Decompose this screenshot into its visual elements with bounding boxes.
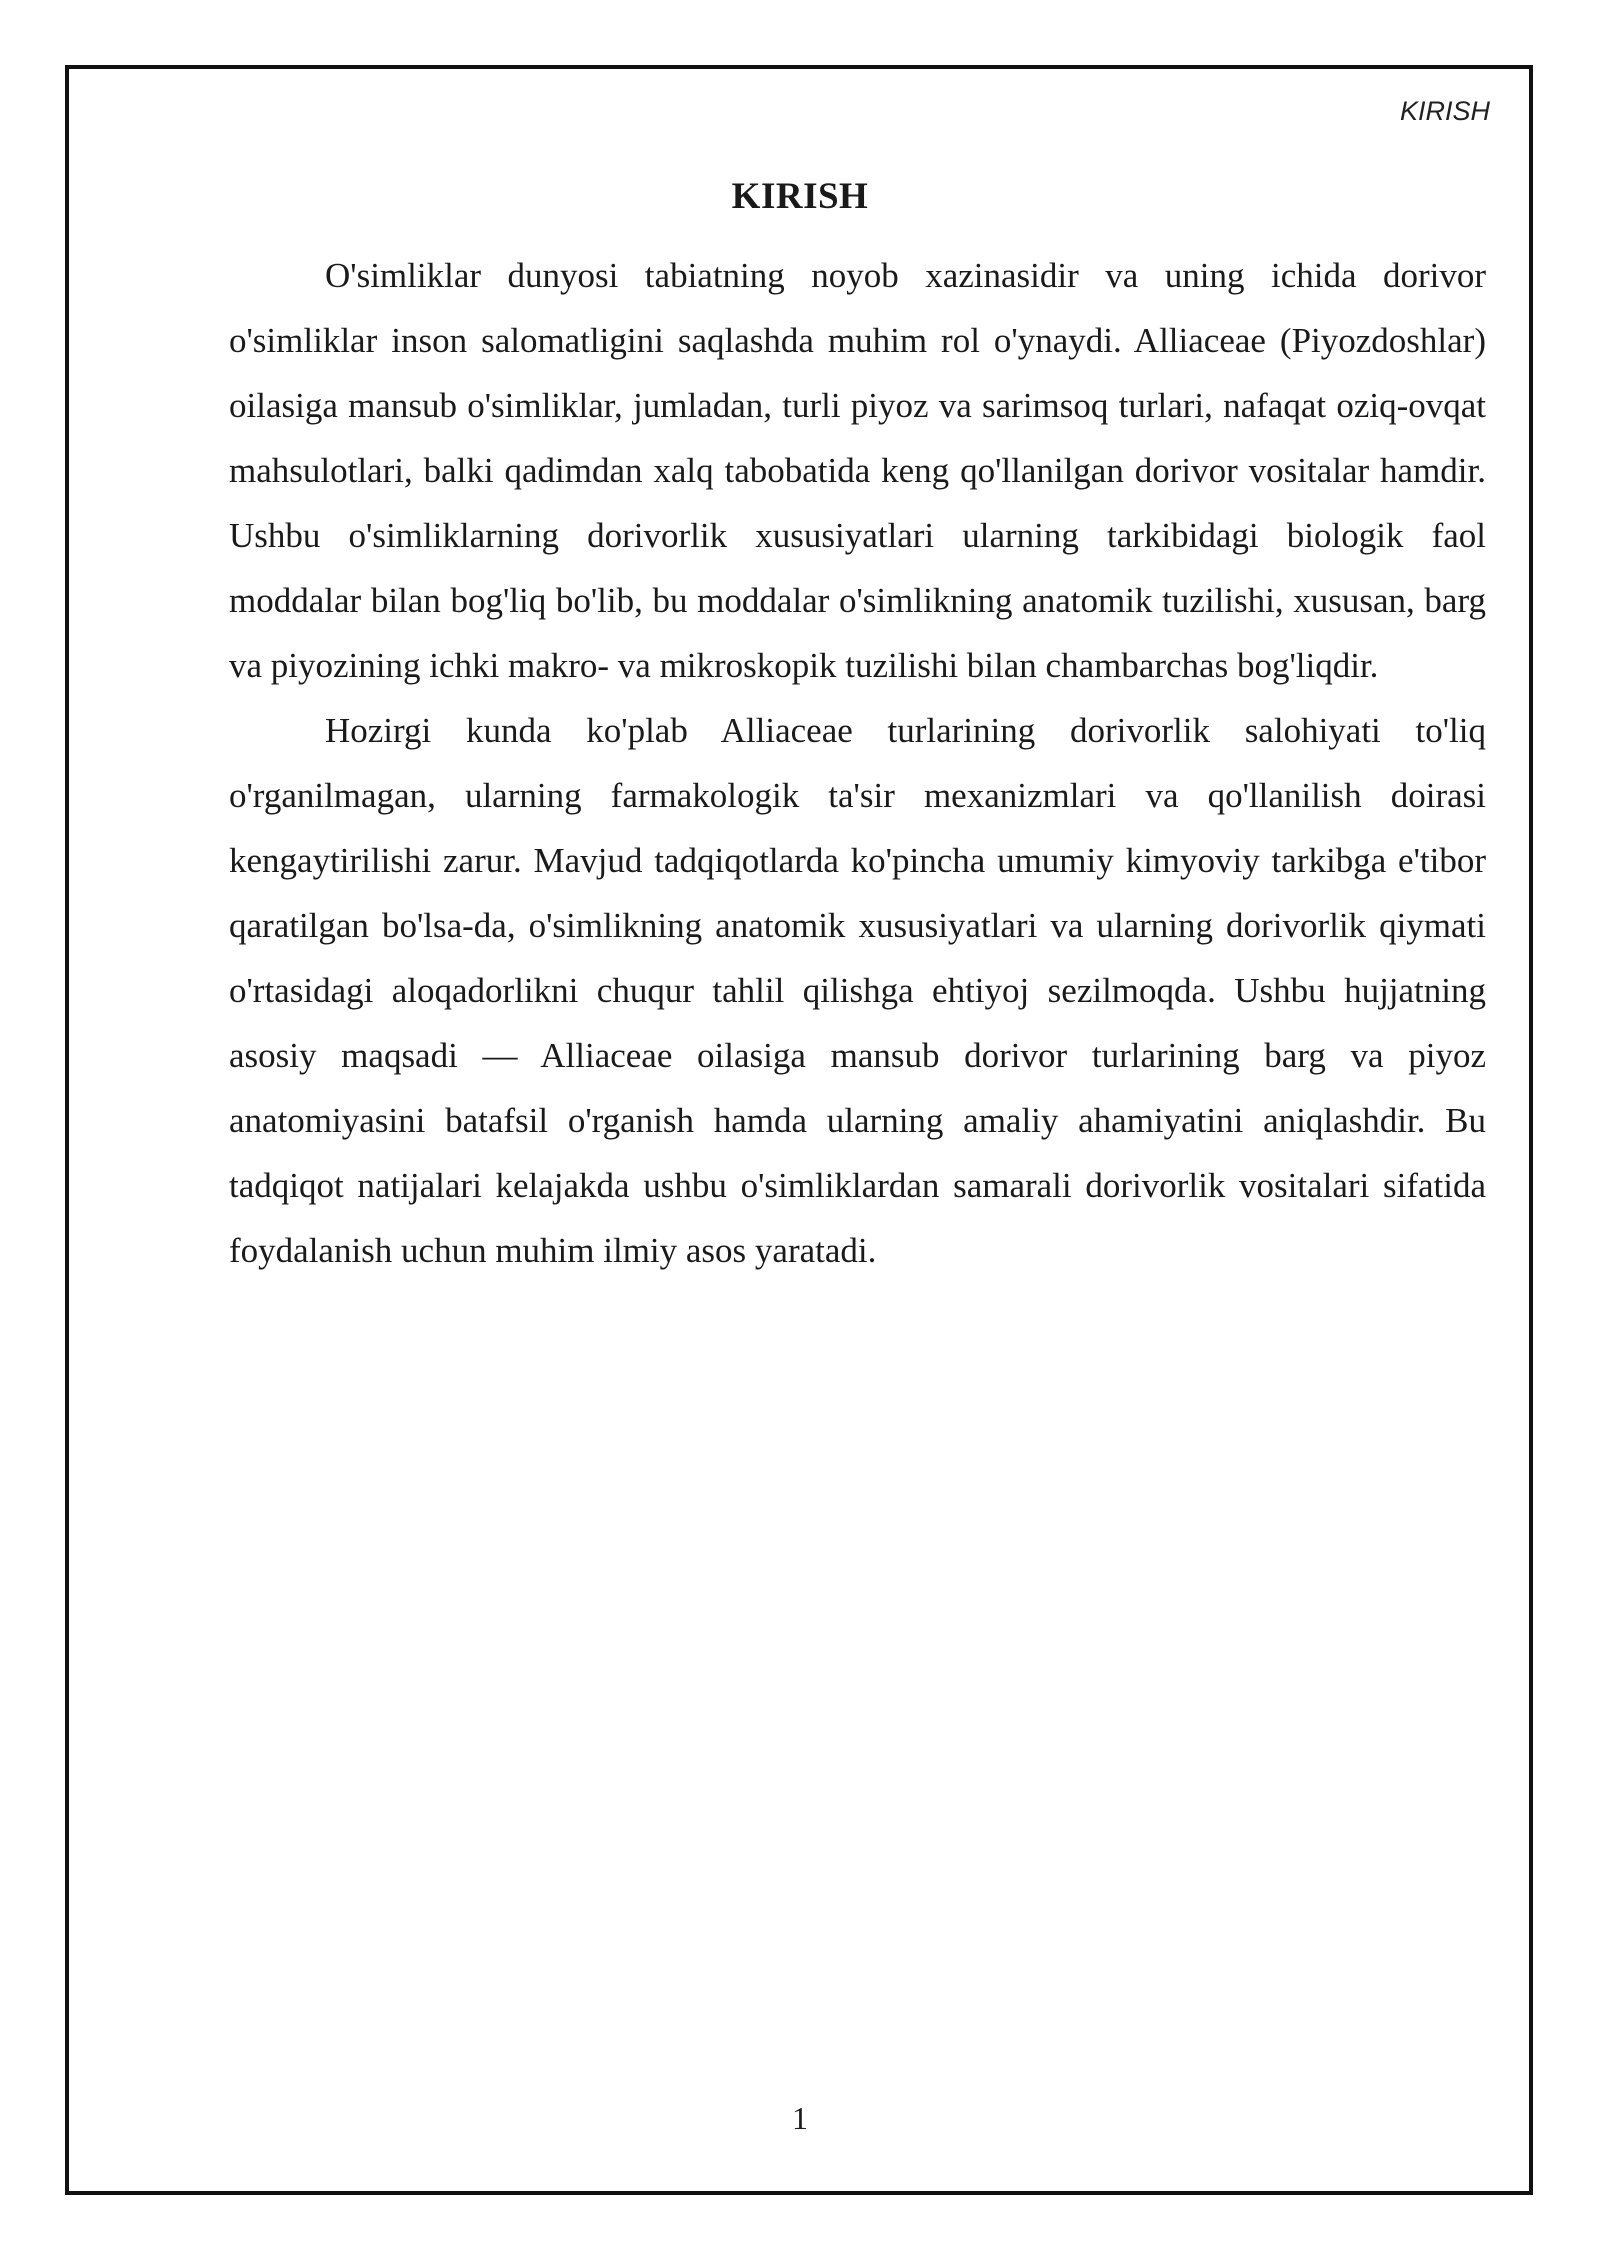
section-title: KIRISH bbox=[731, 175, 869, 217]
paragraph-1: O'simliklar dunyosi tabiatning noyob xazinasidir va uning ichida dorivor o'simliklar inson salomatligini saqlashda muhim rol o'ynaydi. Alliaceae (Piyozdoshlar) oilasiga mansub o'simliklar, jumladan, turli piyoz va sarimsoq turlari, nafaqat oziq-ovqat mahsulotlari, balki qadimdan xalq tabobatida keng qo'llanilgan dorivor vositalar hamdir. Ushbu o'simliklarning dorivorlik xususiyatlari ularning tarkibidagi biologik faol moddalar bilan bog'liq bo'lib, bu moddalar o'simlikning anatomik tuzilishi, xususan, barg va piyozining ichki makro- va mikroskopik tuzilishi bilan chambarchas bog'liqdir. bbox=[229, 256, 1486, 685]
page-number: 1 bbox=[792, 2100, 808, 2136]
body-text bbox=[229, 243, 1486, 1283]
paragraph-2: Hozirgi kunda ko'plab Alliaceae turlarining dorivorlik salohiyati to'liq o'rganilmagan, ularning farmakologik ta'sir mexanizmlari va qo'llanilish doirasi kengaytirilishi zarur. Mavjud tadqiqotlarda ko'pincha umumiy kimyoviy tarkibga e'tibor qaratilgan bo'lsa-da, o'simlikning anatomik xususiyatlari va ularning dorivorlik qiymati o'rtasidagi aloqadorlikni chuqur tahlil qilishga ehtiyoj sezilmoqda. Ushbu hujjatning asosiy maqsadi — Alliaceae oilasiga mansub dorivor turlarining barg va piyoz anatomiyasini batafsil o'rganish hamda ularning amaliy ahamiyatini aniqlashdir. Bu tadqiqot natijalari kelajakda ushbu o'simliklardan samarali dorivorlik vositalari sifatida foydalanish uchun muhim ilmiy asos yaratadi. bbox=[229, 711, 1486, 1270]
running-header: KIRISH bbox=[1399, 96, 1490, 126]
